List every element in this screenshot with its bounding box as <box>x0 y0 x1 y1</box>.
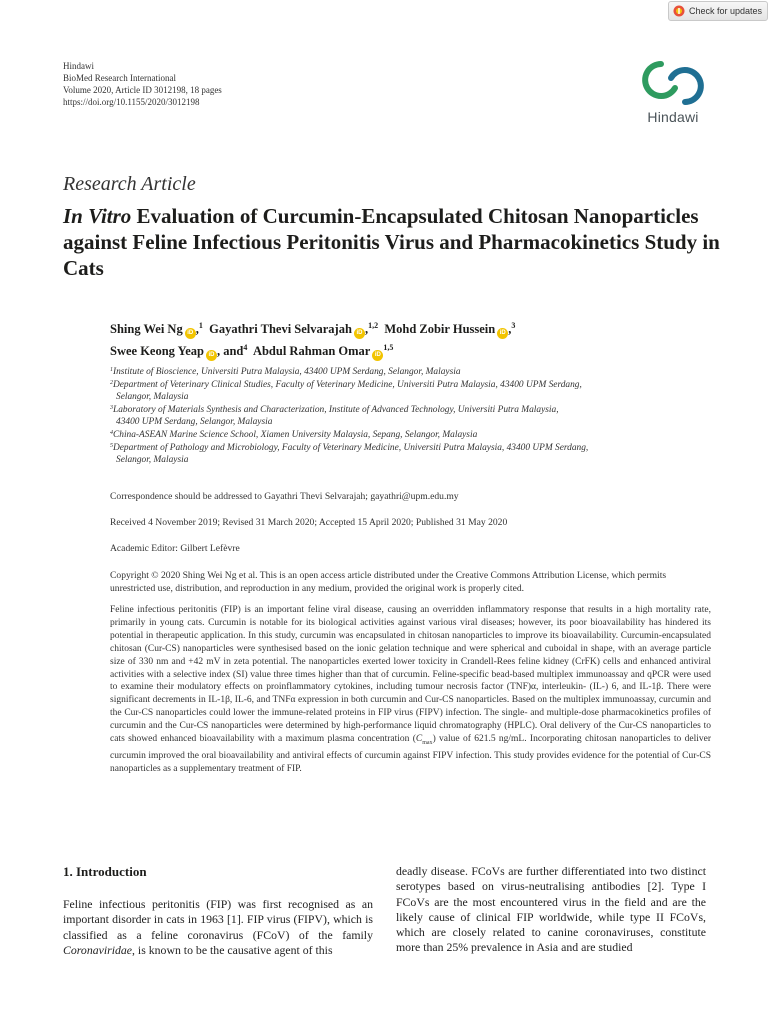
affiliation-line <box>110 366 710 379</box>
intro-column-right: deadly disease. FCoVs are further differentiated into two distinct serotypes based on virus-neutralising antibodies [2]. Type I FCoVs are the most encountered virus in the field and are the likely cause of clinical FIP worldwide, while type II FCoVs, which are closely related to canine coronaviruses, constitute more than 25% prevalence in Asia and are studied <box>396 864 706 955</box>
affiliation-text: Department of Pathology and Microbiology, Faculty of Veterinary Medicine, Universiti Putra Malaysia, 43400 UPM Serdang, <box>113 442 589 453</box>
orcid-icon[interactable]: iD <box>354 328 365 339</box>
publication-dates: Received 4 November 2019; Revised 31 March 2020; Accepted 15 April 2020; Published 31 May 2020 <box>110 517 508 528</box>
affiliation-line: Selangor, Malaysia <box>116 392 189 403</box>
logo-text: Hindawi <box>647 109 699 125</box>
orcid-icon[interactable]: iD <box>372 350 383 361</box>
correspondence: Correspondence should be addressed to Gayathri Thevi Selvarajah; gayathri@upm.edu.my <box>110 491 459 502</box>
journal-meta <box>63 60 222 108</box>
volume-info: Volume 2020, Article ID 3012198, 18 pages <box>63 85 222 95</box>
check-for-updates-button[interactable] <box>668 1 768 21</box>
affiliation-text: Laboratory of Materials Synthesis and Characterization, Institute of Advanced Technology, Universiti Putra Malaysia, <box>113 404 559 415</box>
affiliation-line: 43400 UPM Serdang, Selangor, Malaysia <box>116 417 273 428</box>
author-list <box>110 318 730 362</box>
affiliations <box>110 366 710 467</box>
author-sup: 3 <box>511 321 516 330</box>
author-sup: 1,5 <box>383 343 394 352</box>
affiliation-sup: 5 <box>110 442 113 449</box>
check-updates-label: Check for updates <box>689 6 763 16</box>
doi-link[interactable]: https://doi.org/10.1155/2020/3012198 <box>63 97 200 107</box>
hindawi-logo <box>636 58 710 125</box>
affiliation-sup: 2 <box>110 379 113 386</box>
affiliation-line <box>110 404 710 417</box>
author-sup: 1,2 <box>368 321 379 330</box>
affiliation-text: Institute of Bioscience, Universiti Putra Malaysia, 43400 UPM Serdang, Selangor, Malaysia <box>113 367 461 377</box>
author-name[interactable]: Gayathri Thevi Selvarajah <box>209 322 352 336</box>
affiliation-line: Selangor, Malaysia <box>116 455 189 466</box>
author-sep: , <box>195 322 199 336</box>
author-sup: 4 <box>243 343 248 352</box>
section-heading: 1. Introduction <box>63 864 147 879</box>
body-italic: Coronaviridae <box>63 942 133 957</box>
journal-name: BioMed Research International <box>63 73 176 83</box>
author-sep: , and <box>216 344 244 358</box>
author-sep: , <box>364 322 369 336</box>
article-title <box>63 203 723 281</box>
body-text: , is known to be the causative agent of this <box>132 942 333 957</box>
affiliation-line <box>110 379 710 392</box>
check-updates-icon <box>673 5 685 17</box>
cmax-subscript: max <box>422 739 433 746</box>
affiliation-sup: 4 <box>110 429 113 436</box>
author-name[interactable]: Swee Keong Yeap <box>110 344 204 358</box>
author-sup: 1 <box>198 321 203 330</box>
author-name[interactable]: Abdul Rahman Omar <box>252 344 371 358</box>
copyright-notice: Copyright © 2020 Shing Wei Ng et al. This is an open access article distributed under the Creative Commons Attribution License, which permits unrestricted use, distribution, and reproduction in any medium, provided the original work is properly cited. <box>110 570 667 594</box>
abstract-text: ) value of 621.5 ng/mL. Incorporating chitosan nanoparticles to deliver curcumin improved the oral bioavailability and antiviral effects of curcumin against FIPV infection. This study provides evidence for the potential of Cur-CS nanoparticles as a supplementary treatment of FIP. <box>110 734 711 774</box>
title-italic: In Vitro <box>63 204 132 228</box>
abstract-text: Feline infectious peritonitis (FIP) is an important feline viral disease, causing an overridden inflammatory response that results in a high mortality rate, primarily in young cats. Curcumin is notable for its biological activities against various viral diseases; however, its poor bioavailability has hindered its potential in therapeutic application. In this study, curcumin was encapsulated in chitosan nanoparticles to improve its bioavailability. Curcumin-encapsulated chitosan (Cur-CS) nanoparticles were synthesised based on the ionic gelation technique and were spherical and cuboidal in shape, with an average particle size of 330 nm and +42 mV in zeta potential. The nanoparticles exerted lower toxicity in Crandell-Rees feline kidney (CrFK) cells and enhanced antiviral activities with a selective index (SI) value three times higher than that of curcumin. Feline-specific bead-based multiplex immunoassay and qPCR were used to examine their modulatory effects on proinflammatory cytokines, including tumour necrosis factor (TNF)α, interleukin- (IL-) 6, and IL-1β. There were significant decrements in IL-1β, IL-6, and TNFα expression in both curcumin and Cur-CS nanoparticles. Based on the multiplex immunoassay, curcumin and the Cur-CS nanoparticles could lower the immune-related proteins in FIP virus (FIPV) infection. The single- and multiple-dose pharmacokinetics profiles of curcumin and the Cur-CS nanoparticles were determined by high-performance liquid chromatography (HPLC). Oral delivery of the Cur-CS nanoparticles to cats showed enhanced bioavailability with a maximum plasma concentration ( <box>110 605 711 745</box>
body-text: Feline infectious peritonitis (FIP) was first recognised as an important disorder in cats in 1963 [1]. FIP virus (FIPV), which is classified as a feline coronavirus (FCoV) of the family <box>63 897 373 942</box>
affiliation-line <box>110 429 710 442</box>
orcid-icon[interactable]: iD <box>497 328 508 339</box>
author-name[interactable]: Shing Wei Ng <box>110 322 183 336</box>
publisher-name: Hindawi <box>63 61 94 71</box>
orcid-icon[interactable]: iD <box>185 328 196 339</box>
intro-column-left <box>63 897 373 958</box>
affiliation-text: Department of Veterinary Clinical Studies, Faculty of Veterinary Medicine, Universiti Putra Malaysia, 43400 UPM Serdang, <box>113 379 582 390</box>
title-rest: Evaluation of Curcumin-Encapsulated Chitosan Nanoparticles against Feline Infectious Peritonitis Virus and Pharmacokinetics Study in Cats <box>63 204 720 280</box>
author-name[interactable]: Mohd Zobir Hussein <box>384 322 496 336</box>
hindawi-logo-icon <box>641 58 705 108</box>
affiliation-sup: 3 <box>110 404 113 411</box>
affiliation-line <box>110 442 710 455</box>
orcid-icon[interactable]: iD <box>206 350 217 361</box>
affiliation-sup: 1 <box>110 367 113 373</box>
cmax-symbol: C <box>415 734 423 745</box>
affiliation-text: China-ASEAN Marine Science School, Xiamen University Malaysia, Sepang, Selangor, Malaysia <box>113 429 478 440</box>
article-type: Research Article <box>63 173 196 195</box>
author-sep: , <box>508 322 512 336</box>
academic-editor: Academic Editor: Gilbert Lefèvre <box>110 543 240 554</box>
abstract <box>110 604 711 776</box>
